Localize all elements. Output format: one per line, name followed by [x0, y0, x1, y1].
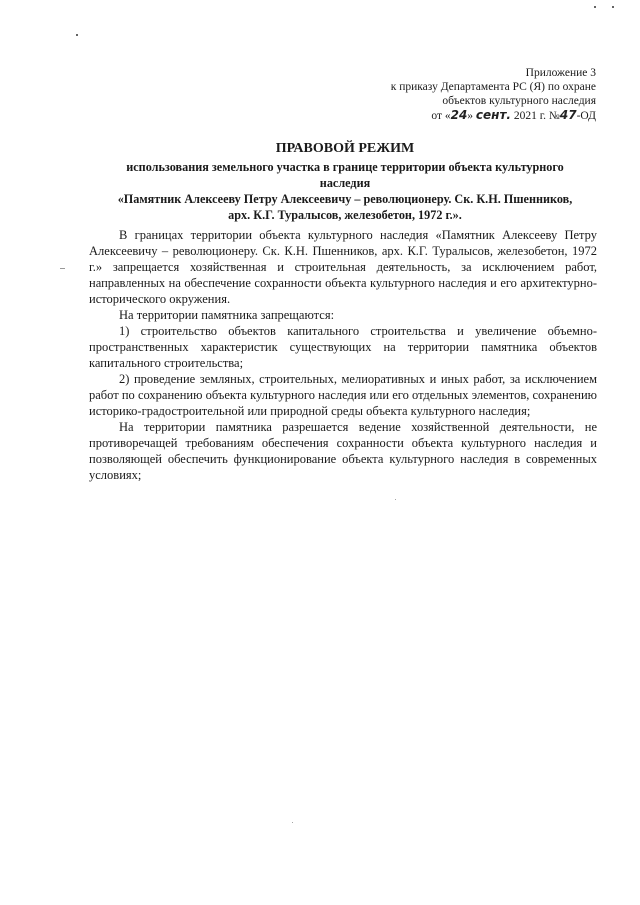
appendix-department: объектов культурного наследия	[442, 95, 596, 107]
document-title	[90, 140, 600, 223]
appendix-header	[296, 66, 596, 123]
scan-speck	[612, 6, 614, 8]
title-line-1: использования земельного участка в границе территории объекта культурного	[126, 160, 564, 174]
scan-speck	[76, 34, 78, 36]
title-line-2: наследия	[319, 176, 371, 190]
paragraph-permitted: На территории памятника разрешается ведение хозяйственной деятельности, не противоречащей требованиям обеспечения сохранности объекта культурного наследия и позволяющей обеспечить функционирование объекта культурного наследия в современных условиях;	[89, 420, 597, 482]
date-year: 2021 г. №	[513, 110, 560, 122]
order-number: 47	[559, 108, 577, 122]
appendix-date-line	[296, 108, 596, 123]
scan-speck	[60, 268, 65, 269]
date-month: сент.	[475, 108, 511, 122]
paragraph-boundaries: В границах территории объекта культурного наследия «Памятник Алексееву Петру Алексеевичу – революционеру. Ск. К.Н. Пшенников, арх. К.Г. Туралысов, железобетон, 1972 г.» запрещается хозяйственная и строительная деятельность, за исключением работ, направленных на обеспечение сохранности объекта культурного наследия и его архитектурно-исторического окружения.	[89, 228, 597, 306]
scan-speck	[395, 499, 396, 500]
scan-speck	[594, 6, 596, 8]
title-line-3: «Памятник Алексееву Петру Алексеевичу – революционеру. Ск. К.Н. Пшенников,	[117, 192, 573, 206]
date-day: 24	[450, 108, 468, 122]
appendix-order-ref: к приказу Департамента РС (Я) по охране	[390, 81, 596, 93]
order-suffix: -ОД	[576, 110, 596, 122]
date-mid: »	[467, 110, 474, 122]
date-prefix: от «	[431, 110, 451, 122]
paragraph-prohibited-intro: На территории памятника запрещаются:	[119, 308, 335, 322]
scan-speck	[292, 822, 293, 823]
paragraph-item-2: 2) проведение земляных, строительных, мелиоративных и иных работ, за исключением работ по сохранению объекта культурного наследия или его отдельных элементов, сохранению историко-градостроительной или природной среды объекта культурного наследия;	[89, 372, 597, 418]
title-line-4: арх. К.Г. Туралысов, железобетон, 1972 г.».	[228, 208, 462, 222]
document-body	[89, 227, 597, 483]
appendix-number: Приложение 3	[525, 67, 596, 79]
title-main: ПРАВОВОЙ РЕЖИМ	[275, 141, 415, 156]
paragraph-item-1: 1) строительство объектов капитального строительства и увеличение объемно-пространственных характеристик существующих на территории памятника объектов капитального строительства;	[89, 324, 597, 370]
